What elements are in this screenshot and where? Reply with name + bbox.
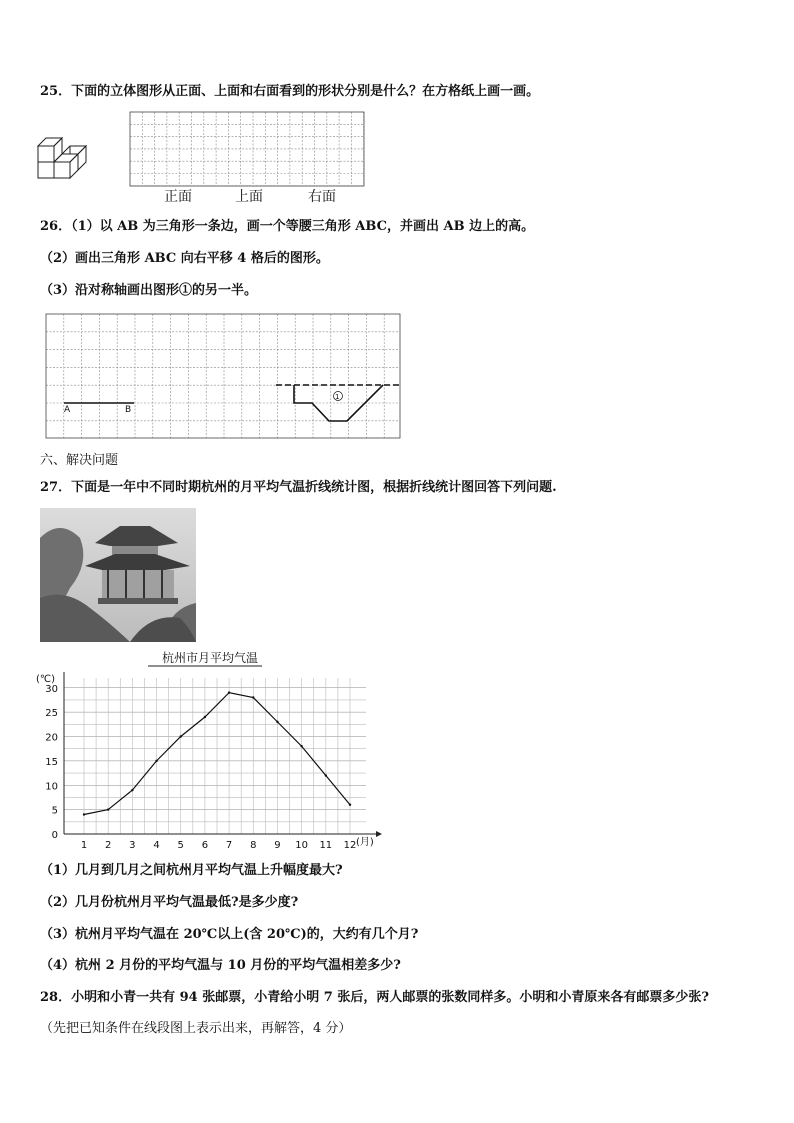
chart-data-point	[107, 808, 109, 810]
chart-x-tick-label: 6	[201, 840, 209, 851]
chart-y-tick-label: 15	[45, 756, 58, 768]
chart-x-tick-label: 3	[129, 840, 136, 851]
chart-x-tick-label: 10	[295, 840, 309, 851]
q28-line1: 28．小明和小青一共有 94 张邮票，小青给小明 7 张后，两人邮票的张数同样多。小明和小青原来各有邮票多少张?	[40, 990, 709, 1005]
chart-data-point	[300, 745, 302, 747]
chart-x-arrow	[376, 831, 382, 837]
section-title: 六、解决问题	[40, 453, 119, 468]
point-a-label: A	[64, 405, 71, 415]
chart-y-unit: (℃)	[36, 674, 56, 685]
cube-figure	[36, 134, 92, 184]
q27-text: 27．下面是一年中不同时期杭州的月平均气温折线统计图，根据折线统计图回答下列问题.	[40, 480, 557, 495]
temperature-chart	[34, 648, 390, 852]
point-b-label: B	[125, 405, 132, 415]
label-right: 右面	[308, 189, 336, 205]
chart-data-point	[180, 735, 182, 737]
chart-y-tick-label: 30	[45, 683, 58, 695]
q26-line2: （2）画出三角形 ABC 向右平移 4 格后的图形。	[40, 251, 329, 266]
chart-data-point	[252, 696, 254, 698]
chart-data-point	[131, 789, 133, 791]
chart-y-tick-label: 5	[51, 805, 58, 817]
q27-question-4: （4）杭州 2 月份的平均气温与 10 月份的平均气温相差多少?	[40, 958, 401, 973]
q27-question-1: （1）几月到几月之间杭州月平均气温上升幅度最大?	[40, 863, 343, 878]
chart-y-tick-label: 10	[45, 781, 58, 793]
chart-x-unit: (月)	[356, 837, 374, 848]
chart-data-point	[83, 813, 85, 815]
label-top: 上面	[235, 189, 263, 205]
q27-question-3: （3）杭州月平均气温在 20℃以上(含 20℃)的，大约有几个月?	[40, 927, 419, 942]
chart-x-tick-label: 5	[177, 840, 184, 851]
chart-x-tick-label: 11	[319, 840, 333, 851]
chart-x-tick-label: 9	[274, 840, 281, 851]
q26-grid[interactable]	[44, 312, 404, 440]
chart-data-point	[228, 691, 230, 693]
chart-y-tick-label: 25	[45, 708, 58, 720]
q28-line2: （先把已知条件在线段图上表示出来，再解答，4 分）	[40, 1021, 352, 1036]
chart-data-point	[276, 721, 278, 723]
chart-x-tick-label: 1	[80, 840, 88, 851]
chart-y-tick-label: 0	[51, 830, 58, 841]
chart-x-tick-label: 4	[153, 840, 160, 851]
q27-question-2: （2）几月份杭州月平均气温最低?是多少度?	[40, 895, 299, 910]
chart-x-tick-label: 8	[250, 840, 257, 851]
chart-title: 杭州市月平均气温	[161, 651, 259, 665]
q26-line1: 26．（1）以 AB 为三角形一条边，画一个等腰三角形 ABC，并画出 AB 边上的高。	[40, 219, 535, 234]
pavilion-photo	[40, 508, 196, 642]
label-front: 正面	[164, 189, 192, 205]
chart-data-point	[349, 804, 351, 806]
chart-x-tick-label: 2	[104, 840, 112, 851]
chart-data-point	[155, 760, 157, 762]
q26-line3: （3）沿对称轴画出图形①的另一半。	[40, 283, 258, 298]
q25-text: 25．下面的立体图形从正面、上面和右面看到的形状分别是什么？在方格纸上画一画。	[40, 84, 540, 99]
q25-grid[interactable]	[128, 110, 368, 188]
chart-data-point	[325, 774, 327, 776]
chart-x-tick-label: 7	[225, 840, 233, 851]
chart-data-point	[204, 716, 206, 718]
chart-x-tick-label: 12	[343, 840, 357, 851]
shape-1-label: 1	[335, 393, 340, 401]
chart-y-tick-label: 20	[45, 732, 58, 744]
